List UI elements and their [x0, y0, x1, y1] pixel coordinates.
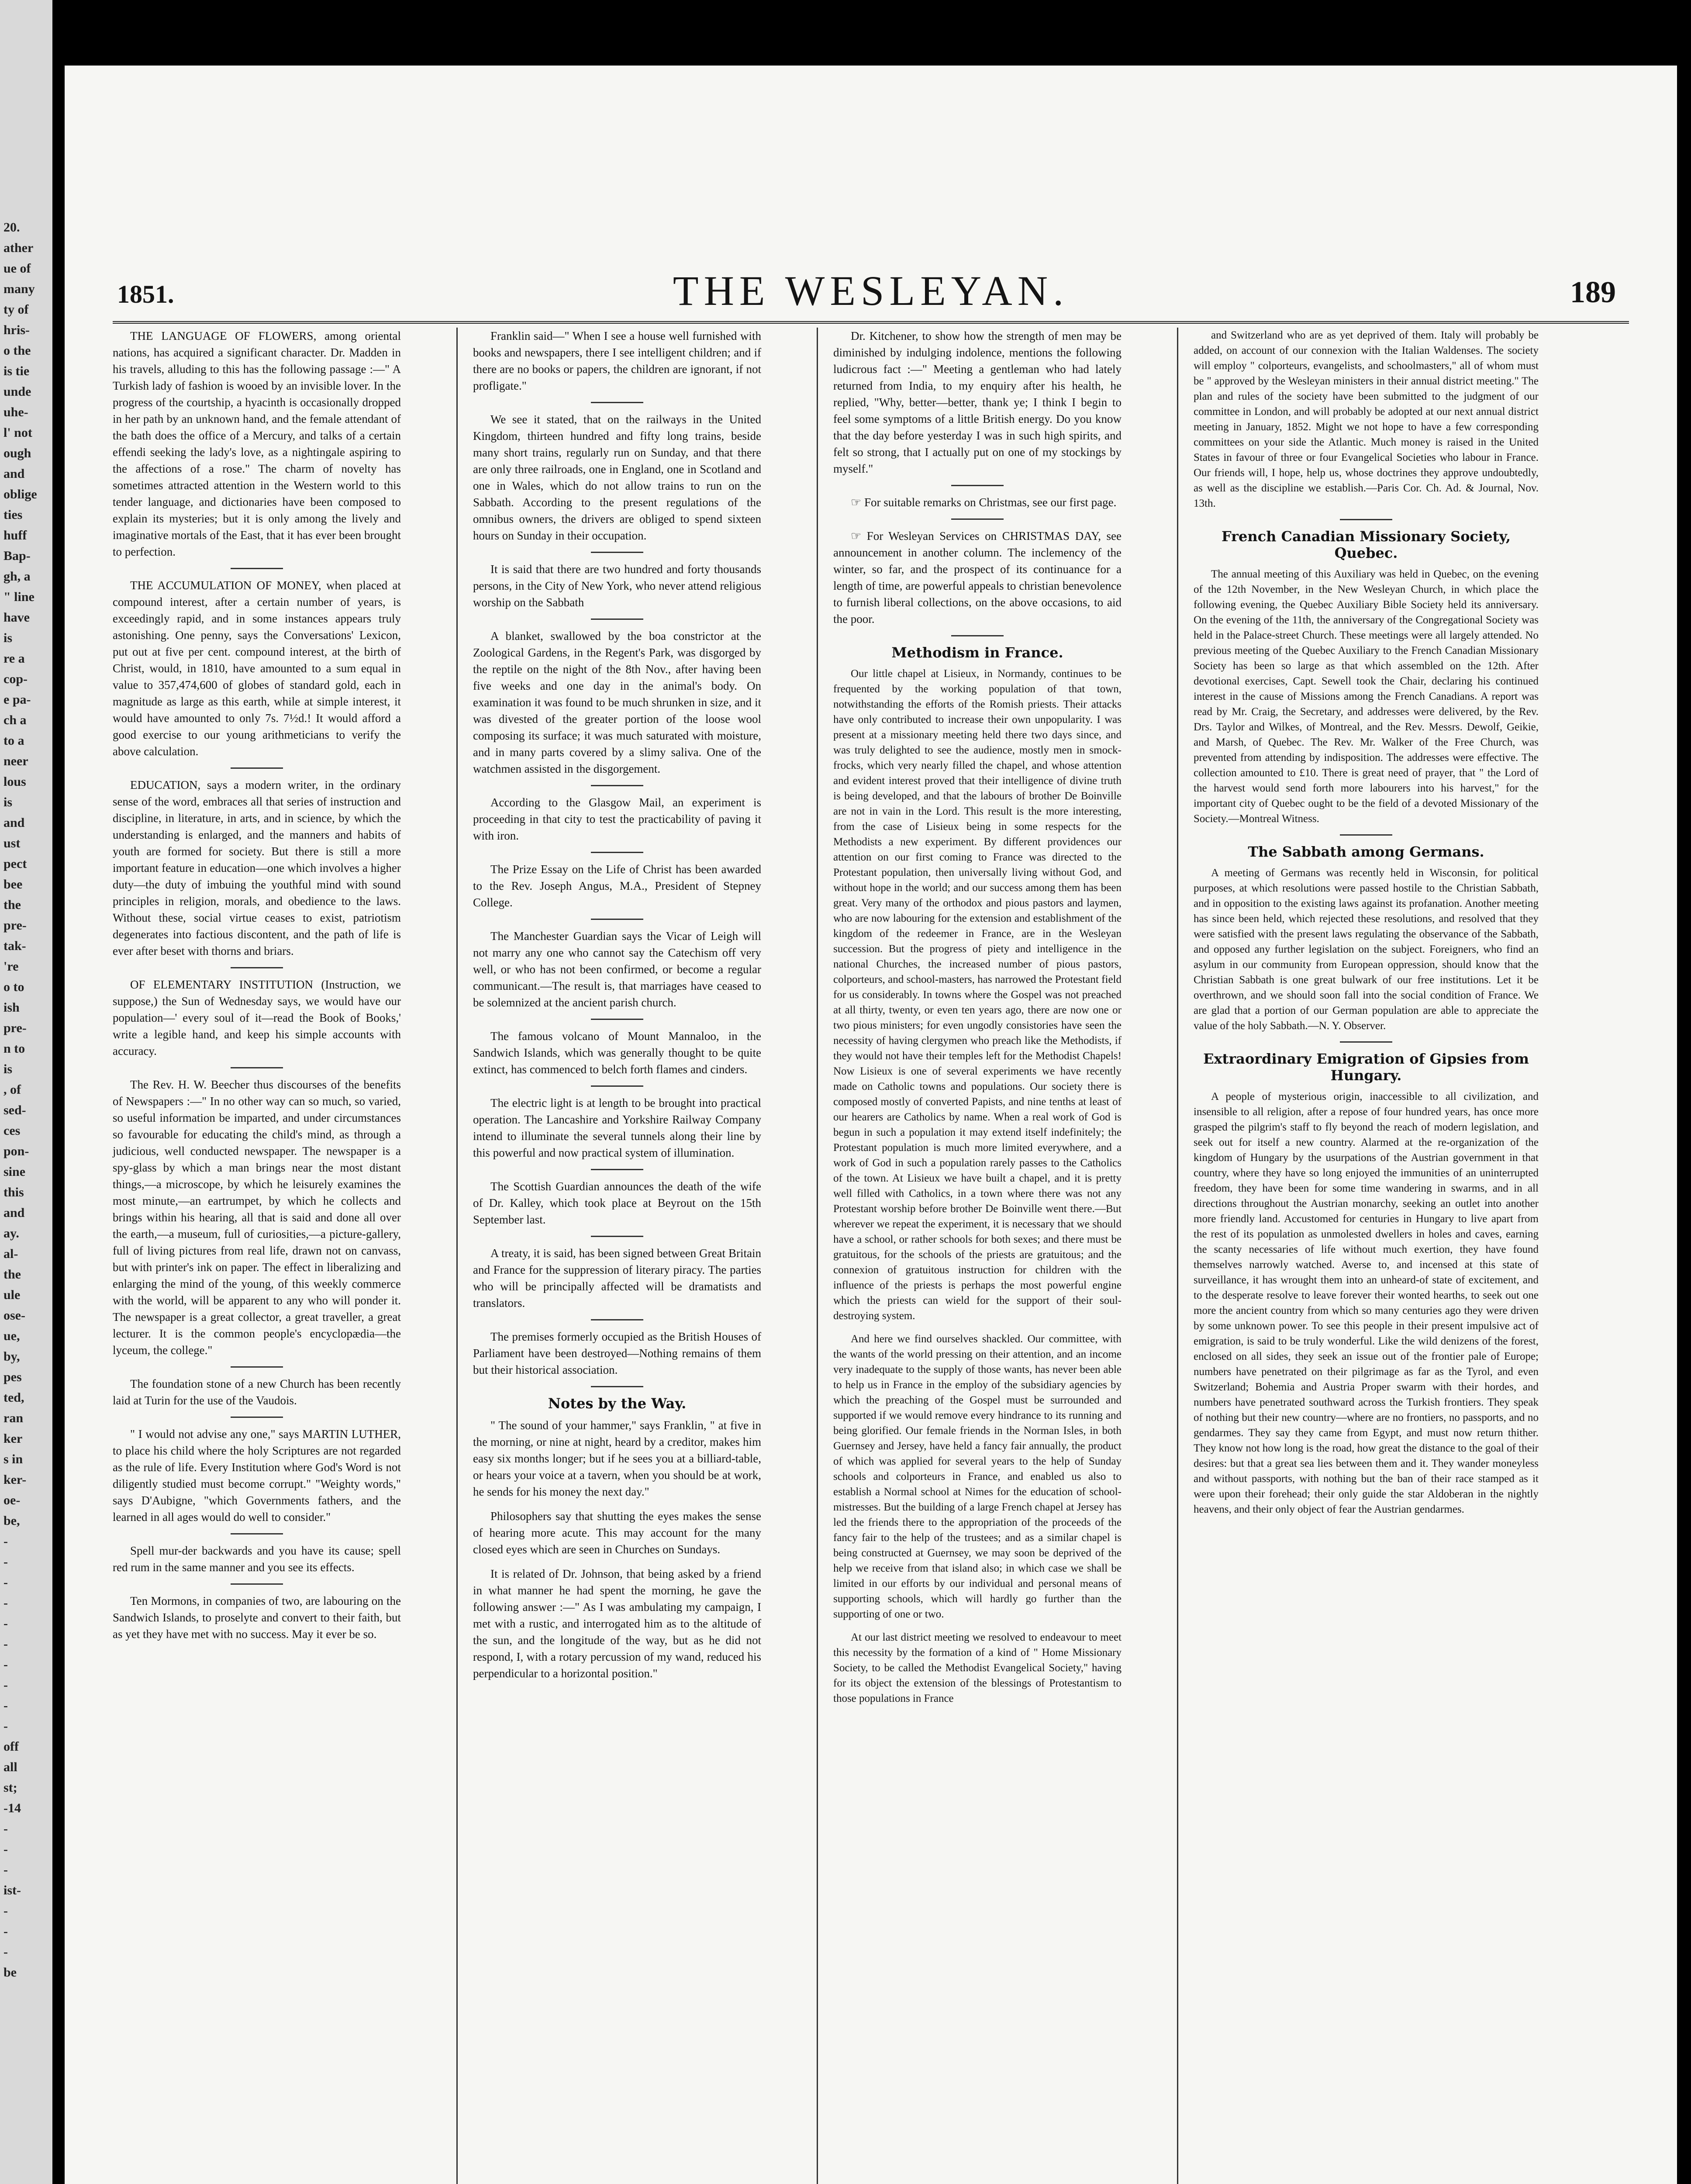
article-text: Spell mur-der backwards and you have its cause; spell red rum in the same manner and you see its effects. [113, 1544, 401, 1574]
article-text: A meeting of Germans was recently held in Wisconsin, for political purposes, at which resolutions were passed hostile to the Christian Sabbath, and in opposition to the existing laws against its profanation. Another meeting has since been held, which rejected these resolutions, and resolved that they were satisfied with the present laws regulating the observance of the Sabbath, and opposed any further legislation on the subject. Foreigners, who find an asylum in our community from European oppression, should know that the Christian Sabbath is one great bulwark of our free institutions. Let it be overthrown, and we should soon fall into the social condition of France. We are glad that a portion of our German population are able to appreciate the value of the holy Sabbath.—N. Y. Observer. [1194, 867, 1539, 1032]
article-text: We see it stated, that on the railways in the United Kingdom, thirteen hundred and fifty long trains, beside many short trains, regularly run on Sunday, and that there are only three railroads, one in England, one in Scotland and one in Wales, which do not allow trains to run on the Sabbath. According to the present regulations of the omnibus owners, the drivers are obliged to spend sixteen hours on Sunday in their occupation. [473, 413, 761, 542]
article-text: It is said that there are two hundred and forty thousands persons, in the City of New York, who never attend religious worship on the Sabbath [473, 563, 761, 609]
masthead-year: 1851. [117, 280, 174, 308]
gutter-line: and [3, 467, 25, 481]
gutter-line: all [3, 1760, 17, 1774]
article-rule [591, 785, 643, 786]
gutter-line: , of [3, 1082, 21, 1097]
column-4 [1194, 328, 1539, 2184]
article-rule [951, 485, 1004, 486]
gutter-line: pre- [3, 1021, 27, 1035]
article-text: A treaty, it is said, has been signed between Great Britain and France for the suppression of literary piracy. The parties who will be principally affected will be dramatists and translators. [473, 1247, 761, 1310]
gutter-line: e pa- [3, 692, 31, 707]
article [473, 1319, 761, 1378]
notes-heading: Notes by the Way. [548, 1395, 687, 1412]
methodism-items [833, 666, 1122, 1706]
gutter-line: ue, [3, 1329, 20, 1343]
methodism-section [833, 635, 1122, 1706]
gutter-line: " line [3, 590, 35, 604]
article [473, 1019, 761, 1078]
gutter-line: - [3, 1596, 8, 1610]
gutter-line: be [3, 1965, 17, 1980]
gutter-line: - [3, 1637, 8, 1651]
article-rule [231, 1533, 283, 1534]
gipsies-items [1194, 1089, 1539, 1517]
gutter-line: ty of [3, 302, 29, 317]
article-rule [591, 1169, 643, 1170]
article-rule [231, 1583, 283, 1585]
gutter-line: ish [3, 1000, 20, 1015]
column-2-items [473, 328, 761, 1378]
gutter-line: l' not [3, 425, 32, 440]
article-text: The Manchester Guardian says the Vicar of Leigh will not marry any one who cannot say the Catechism off very well, or who has not been confirmed, or become a regular communicant.—The result is, that marriages have ceased to be solemnized at the ancient parish church. [473, 930, 761, 1009]
article [473, 552, 761, 611]
gutter-line: lous [3, 774, 26, 789]
gutter-line: cop- [3, 672, 28, 686]
section-rule [591, 1386, 643, 1387]
gutter-line: pes [3, 1370, 22, 1384]
gutter-line: ch a [3, 713, 27, 727]
article [113, 328, 401, 560]
gutter-line: have [3, 610, 30, 625]
gutter-line: ker [3, 1431, 23, 1446]
article-text: The premises formerly occupied as the British Houses of Parliament have been destroyed—Nothing remains of them but their historical association. [473, 1330, 761, 1376]
gutter-line: ist- [3, 1883, 21, 1897]
article [473, 1236, 761, 1311]
article [1194, 865, 1539, 1033]
sabbath-section [1194, 834, 1539, 1033]
masthead [65, 210, 1677, 314]
article-text: According to the Glasgow Mail, an experiment is proceeding in that city to test the practicability of paving it with iron. [473, 796, 761, 842]
gutter-line: ue of [3, 261, 31, 276]
article-rule [231, 1417, 283, 1418]
article-rule [231, 568, 283, 569]
gutter-line: - [3, 1842, 8, 1856]
gutter-line: ker- [3, 1472, 27, 1487]
article-text: The Rev. H. W. Beecher thus discourses of the benefits of Newspapers :—" In no other way can so much, so varied, so useful information be imparted, and under circumstances so favourable for educating the child's mind, as through a judicious, well conducted newspaper. The newspaper is a spy-glass by which a man brings near the most distant things,—a microscope, by which he leisurely examines the most minute,—an eartrumpet, by which he collects and brings within his hearing, all that is said and done all over the earth,—a museum, full of curiosities,—a picture-gallery, full of living pictures from real life, drawn not on canvass, but with printer's ink on paper. The effect in liberalizing and enlarging the mind of the young, of this weekly commerce with the world, will be apparent to any who will ponder it. The newspaper is a great collector, a great traveller, a great lecturer. It is the common people's encyclopædia—the lyceum, the college." [113, 1078, 401, 1357]
gutter-line: to a [3, 733, 24, 748]
gutter-line: - [3, 1904, 8, 1918]
article-text: The foundation stone of a new Church has been recently laid at Turin for the use of the Vaudois. [113, 1377, 401, 1407]
article [833, 518, 1122, 627]
gutter-line: al- [3, 1247, 18, 1261]
gutter-line: hris- [3, 323, 30, 337]
newspaper-page [65, 66, 1677, 2184]
french-canadian-items [1194, 567, 1539, 826]
gutter-line: oe- [3, 1493, 21, 1507]
article-text: At our last district meeting we resolved to endeavour to meet this necessity by the formation of a kind of " Home Missionary Society, to be called the Methodist Evangelical Society," having for its object the extension of the blessings of Protestantism to those populations in France [833, 1631, 1122, 1704]
gutter-line: ule [3, 1288, 21, 1302]
gutter-line: - [3, 1719, 8, 1733]
article-text: ☞ For suitable remarks on Christmas, see our first page. [851, 496, 1117, 509]
article [113, 568, 401, 760]
article [113, 1366, 401, 1409]
gutter-line: the [3, 1267, 21, 1282]
column-3-items [833, 328, 1122, 627]
gutter-line: gh, a [3, 569, 31, 584]
french-canadian-heading: French Canadian Missionary Society, Quebec. [1221, 528, 1511, 561]
gutter-line: s in [3, 1452, 23, 1466]
article [473, 619, 761, 777]
article-rule [951, 518, 1004, 520]
column-1-items [113, 328, 401, 1642]
article [473, 328, 761, 394]
article-text: Dr. Kitchener, to show how the strength of men may be diminished by indulging indolence, mentions the following ludicrous fact :—" Meeting a gentleman who had lately returned from India, to my enquiry after his health, he replied, "Why, better—better, thank ye; I think I begin to feel some symptoms of a little British energy. Do you know that the day before yesterday I was in such high spirits, and felt so strong, that I actually put on one of my stockings by myself." [833, 329, 1122, 475]
article-text: The famous volcano of Mount Mannaloo, in the Sandwich Islands, which was generally thought to be quite extinct, has commenced to belch forth flames and cinders. [473, 1030, 761, 1076]
article-text: THE LANGUAGE OF FLOWERS, among oriental nations, has acquired a significant character. Dr. Madden in his travels, alluding to this has the following passage :—" A Turkish lady of fashion is wooed by an invisible lover. In the progress of the courtship, a hyacinth is occasionally dropped in her path by an unknown hand, and the female attendant of the bath does the office of a Mercury, and talks of a certain effendi seeking the lady's love, as a nightingale aspiring to the affections of a rose." The charm of novelty has sometimes attracted attention in the Western world to this tender language, and dictionaries have been composed to explain its mysteries; but it is only among the lively and imaginative mortals of the East, that it has ever been brought to perfection. [113, 329, 401, 558]
sabbath-heading: The Sabbath among Germans. [1248, 843, 1484, 860]
adjacent-page-edge [0, 0, 52, 2184]
article-rule [231, 1067, 283, 1068]
gutter-line: ted, [3, 1390, 24, 1405]
article-text: And here we find ourselves shackled. Our committee, with the wants of the world pressing on their attention, and an income very inadequate to the supply of those wants, has never been able to help us in France in the employ of the subsidiary agencies by which the preaching of the Gospel must be surrounded and supported if we would remove every hindrance to its running and being glorified. Our female friends in the Norman Isles, in both Guernsey and Jersey, have held a fancy fair annually, the product of which was applied for several years to the help of Sunday schools and colporteurs in France, and enabled us also to establish a Normal school at Nimes for the education of school-mistresses. But the building of a large French chapel at Jersey has led the friends there to the appropriation of the proceeds of the fancy fair to the help of the trustees; and as a similar chapel is being constructed at Guernsey, we may soon be deprived of the help we receive from that island also; in which case we shall be limited in our efforts by our individual and personal means of supporting schools, which will hardly go further than the supporting of one or two. [833, 1333, 1122, 1620]
column-divider [456, 328, 458, 2184]
gutter-line: - [3, 1534, 8, 1548]
article [1194, 328, 1539, 511]
gutter-line: ran [3, 1411, 23, 1425]
article-rule [231, 1366, 283, 1368]
article [113, 767, 401, 959]
article [833, 485, 1122, 511]
section-rule [951, 635, 1004, 636]
column-3 [833, 328, 1122, 2184]
gutter-line: is [3, 631, 13, 645]
article-rule [591, 619, 643, 620]
gutter-line: pect [3, 857, 27, 871]
article-text: Our little chapel at Lisieux, in Normandy, continues to be frequented by the working population of that town, notwithstanding the efforts of the Romish priests. Their attacks have only contributed to increase their own unpopularity. I was present at a missionary meeting held there two days since, and was truly delighted to see the audience, mostly men in smock-frocks, which very nearly filled the chapel, and whose attention and evident interest proved that their intelligence of divine truth is being developed, and that the labours of brother De Boinville are not in vain in the Lord. This result is the more interesting, from the case of Lisieux being in some respects for the Methodists a new experiment. By different providences our attention on our first coming to France was directed to the Protestant population, then universally living without God, and without hope in the world; and our success among them has been great. Very many of the orthodox and pious pastors and laymen, who are now labouring for the extension and establishment of the kingdom of the redeemer in France, are in the Wesleyan succession. But the progress of piety and intelligence in the national Churches, the increased number of pious pastors, colporteurs, and school-masters, has narrowed the Protestant field for us considerably. In towns where the Gospel was not preached at all thirty, twenty, or even ten years ago, there are now one or two pious ministers; for even ungodly consistories have seen the necessity of having clergymen who preach like the Methodists, if they would not have their temples left for the Methodist Chapels! Now Lisieux is one of several experiments we have recently made on Catholic towns and populations. Our society there is composed mostly of converted Papists, and nine tenths at least of our hearers are Catholics by name. When a real work of God is begun in such a population it may extend itself indefinitely; the Protestant population is much more limited everywhere, and a work of God in such a population rarely passes to the Catholics of the town. At Lisieux we have built a chapel, and it is pretty well filled with Catholics, in a town where there was not any Protestant worship before brother De Boinville went there.—But wherever we repeat the experiment, it is necessary that we should have a school, or rather schools for both sexes; and there must be gratuitous, for the schools of the priests are gratuitous; and the connexion of gratuitous instruction for children with the influence of the priests is perhaps the most powerful engine which the priests can wield for the support of their soul-destroying system. [833, 668, 1122, 1322]
article-rule [231, 767, 283, 769]
gutter-line: ties [3, 508, 23, 522]
article-text: OF ELEMENTARY INSTITUTION (Instruction, we suppose,) the Sun of Wednesday says, we would have our population—' every soul of it—read the Book of Books,' write a legible hand, and keep his simple accounts with accuracy. [113, 978, 401, 1057]
article [473, 1417, 761, 1500]
gutter-line: be, [3, 1514, 20, 1528]
column-1 [113, 328, 401, 2184]
gutter-line: bee [3, 877, 23, 892]
gutter-line: - [3, 1657, 8, 1672]
gutter-line: - [3, 1616, 8, 1631]
article [113, 1533, 401, 1576]
article [473, 785, 761, 844]
gutter-line: - [3, 1924, 8, 1939]
article-rule [591, 402, 643, 403]
article [473, 852, 761, 911]
article [1194, 567, 1539, 826]
page-number: 189 [1570, 276, 1616, 309]
gutter-line: ces [3, 1123, 21, 1138]
gutter-line: pon- [3, 1144, 29, 1158]
article-text: Franklin said—" When I see a house well furnished with books and newspapers, there I see intelligent children; and if there are no books or papers, the children are ignorant, if not profligate." [473, 329, 761, 392]
gutter-line: sine [3, 1165, 26, 1179]
article-text: " I would not advise any one," says MARTIN LUTHER, to place his child where the holy Scriptures are not regarded as the rule of life. Every Institution where God's Word is not diligently studied must become corrupt." "Weighty words," says D'Aubigne, "which Governments fathers, and the learned in all ages would do well to consider." [113, 1427, 401, 1524]
article [113, 1583, 401, 1642]
gutter-line: - [3, 1821, 8, 1836]
article-rule [591, 919, 643, 920]
gipsies-heading: Extraordinary Emigration of Gipsies from Hungary. [1203, 1051, 1529, 1084]
article-text: " The sound of your hammer," says Franklin, " at five in the morning, or nine at night, heard by a creditor, makes him easy six months longer; but if he sees you at a billiard-table, or hears your voice at a tavern, when you should be at work, he sends for his money the next day." [473, 1419, 761, 1498]
gutter-line: - [3, 1698, 8, 1713]
article-rule [231, 967, 283, 968]
article-rule [591, 1236, 643, 1237]
gutter-line: - [3, 1863, 8, 1877]
article [833, 1630, 1122, 1706]
sabbath-items [1194, 865, 1539, 1033]
gutter-line: the [3, 898, 21, 912]
gutter-line: o the [3, 343, 31, 358]
article [833, 1331, 1122, 1622]
article [113, 967, 401, 1059]
article-text: The Scottish Guardian announces the death of the wife of Dr. Kalley, which took place at Beyrout on the 15th September last. [473, 1180, 761, 1226]
article [473, 919, 761, 1011]
gutter-line: re a [3, 651, 25, 666]
notes-items [473, 1417, 761, 1682]
article-text: THE ACCUMULATION OF MONEY, when placed at compound interest, after a certain number of years, is exceedingly rapid, and in some instances appears truly astonishing. One penny, says the Conversations' Lexicon, put out at five per cent. compound interest, at the birth of Christ, would, in 1810, have amounted to a sum equal in value to 357,474,600 of globes of standard gold, each in magnitude as large as this earth, while at simple interest, it would have amounted to only 7s. 7½d.! It would afford a good exercise to our young arithmeticians to verify the above calculation. [113, 579, 401, 758]
gutter-line: and [3, 1206, 25, 1220]
gutter-line: neer [3, 754, 28, 768]
section-rule [1340, 1041, 1392, 1043]
article-text: A people of mysterious origin, inaccessible to all civilization, and insensible to all religion, after a repose of four hundred years, has once more grasped the pilgrim's staff to fly beyond the reach of modern legislation, and seek out for itself a new country. Alarmed at the re-organization of the kingdom of Hungary by the usurpations of the Austrian government in that country, where they have so long enjoyed the immunities of an uninterrupted freedom, they have been for some time wandering in swarms, and in all directions throughout the Austrian monarchy, seeking an outlet into another more friendly land. Accustomed for centuries in Hungary to live apart from the rest of its population as unmolested dwellers in holes and caves, earning the scanty necessaries of life without much exertion, they have found themselves narrowly watched. Averse to, and incensed at this state of surveillance, it has wrought them into an unheard-of state of excitement, and to the desperate resolve to leave forever their wonted hearths, to seek out one more the ancient country from which so many centuries ago they were driven by some unknown power. To see this people in their present impulsive act of emigration, is said to be truly wonderful. Like the wild denizens of the forest, enclosed on all sides, they seek an issue out of the frontier pale of Europe; numbers have penetrated on their pilgrimage as far as the Tyrol, and even Switzerland; Bohemia and Austria Proper swarm with their hordes, and numbers have penetrated southward across the Turkish frontiers. They speak of nothing but their new country—where are no frontiers, no passports, and no gendarmes. They say they came from Egypt, and must now return thither. They know not how long is the road, how great the distance to the goal of their desires: but that a great sea lies between them and it. They wander moneyless and without passports, with nothing but the ban of their race stamped as it were upon their forehead; their only guide the star Aldoberan in the nightly heavens, and their only object of fear the Austrian gendarmes. [1194, 1091, 1539, 1515]
gipsies-section [1194, 1041, 1539, 1517]
article-rule [591, 1085, 643, 1087]
article [833, 328, 1122, 477]
gutter-line: ather [3, 241, 34, 255]
article-text: A blanket, swallowed by the boa constrictor at the Zoological Gardens, in the Regent's Park, was disgorged by the reptile on the night of the 8th Nov., after having been five weeks and one day in the animal's body. On examination it was found to be much shrunken in size, and it was divested of the greater portion of the loose wool composing its surface; it was much saturated with moisture, and in many parts covered by a slimy saliva. One of the watchmen assisted in the disgorgement. [473, 629, 761, 775]
gutter-line: off [3, 1739, 19, 1754]
methodism-heading: Methodism in France. [891, 644, 1063, 661]
gutter-line: ay. [3, 1226, 19, 1241]
article-text: The Prize Essay on the Life of Christ has been awarded to the Rev. Joseph Angus, M.A., President of Stepney College. [473, 863, 761, 909]
masthead-title: THE WESLEYAN. [673, 267, 1069, 314]
gutter-line: o to [3, 980, 24, 994]
gutter-line: this [3, 1185, 24, 1199]
gutter-line: is [3, 795, 13, 809]
article [113, 1417, 401, 1525]
gutter-line: ust [3, 836, 21, 850]
gutter-line: sed- [3, 1103, 26, 1117]
masthead-rule [113, 321, 1629, 324]
gutter-line: ose- [3, 1308, 25, 1323]
article-rule [591, 1019, 643, 1020]
gutter-line: ough [3, 446, 31, 460]
article [473, 1508, 761, 1558]
article-text: Philosophers say that shutting the eyes makes the sense of hearing more acute. This may account for the many closed eyes which are seen in Churches on Sundays. [473, 1510, 761, 1556]
gutter-line: Bap- [3, 549, 31, 563]
gutter-line: 20. [3, 220, 20, 235]
article-text: The annual meeting of this Auxiliary was held in Quebec, on the evening of the 12th November, in the New Wesleyan Church, in which place the following evening, the Quebec Auxiliary Bible Society held its anniversary. On the evening of the 11th, the anniversary of the Congregational Society was held in the Palace-street Church. These meetings were all largely attended. No previous meeting of the Quebec Auxiliary to the French Canadian Missionary Society has been so large as that which assembled on the 12th. After devotional exercises, Capt. Sewell took the Chair, declaring his continued interest in the cause of Missions among the French Canadians. A report was read by Mr. Craig, the Secretary, and addresses were delivered, by the Rev. Drs. Taylor and Wilkes, of Montreal, and the Rev. Messrs. Dewolf, Geikie, and Marsh, of Quebec. The Rev. Mr. Walker of the Free Church, was prevented from attending by indisposition. The addresses were effective. The collection amounted to £10. There is great need of prayer, that " the Lord of the harvest would send forth more labourers into his harvest," for the important city of Quebec ought to be the field of a devoted Missionary of the Society.—Montreal Witness. [1194, 568, 1539, 825]
article-rule [591, 1319, 643, 1320]
article [473, 402, 761, 544]
gutter-line: -14 [3, 1801, 21, 1815]
gutter-line: - [3, 1678, 8, 1692]
gutter-line: - [3, 1575, 8, 1590]
gutter-line: - [3, 1555, 8, 1569]
article [473, 1085, 761, 1161]
gutter-line: tak- [3, 939, 26, 953]
article [1194, 1089, 1539, 1517]
article-text: Ten Mormons, in companies of two, are labouring on the Sandwich Islands, to proselyte and convert to their faith, but as yet they have met with no success. May it ever be so. [113, 1594, 401, 1641]
article-text: EDUCATION, says a modern writer, in the ordinary sense of the word, embraces all that series of instruction and discipline, in literature, in arts, and in science, by which the understanding is enlarged, and the manners and habits of youth are formed for society. But there is still a more important feature in education—one which involves a higher duty—the duty of imbuing the youthful mind with sound principles in religion, morals, and obedience to the laws. Without these, social virtue ceases to exist, patriotism degenerates into factious discontent, and the path of life is ever after beset with thorns and briars. [113, 778, 401, 957]
article [833, 666, 1122, 1324]
article-rule [591, 852, 643, 853]
article-text: ☞ For Wesleyan Services on CHRISTMAS DAY, see announcement in another column. The inclemency of the winter, so far, and the prospect of its continuance for a length of time, are powerful appeals to christian benevolence to furnish liberal collections, on the above occasions, to aid the poor. [833, 529, 1122, 625]
article [113, 1067, 401, 1358]
section-rule [1340, 519, 1392, 520]
gutter-line: is [3, 1062, 13, 1076]
column-divider [1177, 328, 1178, 2184]
article-text: It is related of Dr. Johnson, that being asked by a friend in what manner he had spent the morning, he gave the following answer :—" As I was ambulating my campaign, I met with a rustic, and interrogated him as to the altitude of the sun, and the longitude of the way, but as he did not respond, I, with a rotary percussion of my wand, reduced his perpendicular to a horizontal position." [473, 1567, 761, 1680]
gutter-line: uhe- [3, 405, 28, 419]
article [473, 1565, 761, 1682]
gutter-line: by, [3, 1349, 20, 1364]
gutter-line: n to [3, 1041, 25, 1056]
column-divider [817, 328, 818, 2184]
article-text: The electric light is at length to be brought into practical operation. The Lancashire and Yorkshire Railway Company intend to illuminate the several tunnels along their line by this powerful and now practical system of illumination. [473, 1096, 761, 1159]
gutter-line: oblige [3, 487, 37, 501]
section-rule [1340, 834, 1392, 836]
notes-section [473, 1386, 761, 1682]
gutter-line: unde [3, 384, 31, 399]
french-canadian-section [1194, 519, 1539, 826]
gutter-line: many [3, 282, 35, 296]
gutter-line: is tie [3, 364, 30, 378]
article-rule [591, 552, 643, 553]
gutter-line: 're [3, 959, 19, 974]
gutter-line: huff [3, 528, 27, 543]
gutter-line: st; [3, 1780, 17, 1795]
article-text: and Switzerland who are as yet deprived of them. Italy will probably be added, on account of our connexion with the Italian Waldenses. The society will employ " colporteurs, evangelists, and schoolmasters," all of whom must be " approved by the Wesleyan ministers in their annual district meeting." The plan and rules of the society have been submitted to the judgment of our committee in London, and will probably be adopted at our next annual district meeting in January, 1852. Might we not hope to have a few corresponding committees on your side the Atlantic. Much money is raised in the United States in favour of three or four Evangelical Societies who labour in France. Our friends will, I hope, help us, whose doctrines they approve undoubtedly, as well as the discipline we establish.—Paris Cor. Ch. Ad. & Journal, Nov. 13th. [1194, 329, 1539, 509]
column-2 [473, 328, 761, 2184]
gutter-line: - [3, 1945, 8, 1959]
gutter-line: pre- [3, 918, 27, 933]
gutter-line: and [3, 816, 25, 830]
article [473, 1169, 761, 1228]
column-4-items [1194, 328, 1539, 511]
